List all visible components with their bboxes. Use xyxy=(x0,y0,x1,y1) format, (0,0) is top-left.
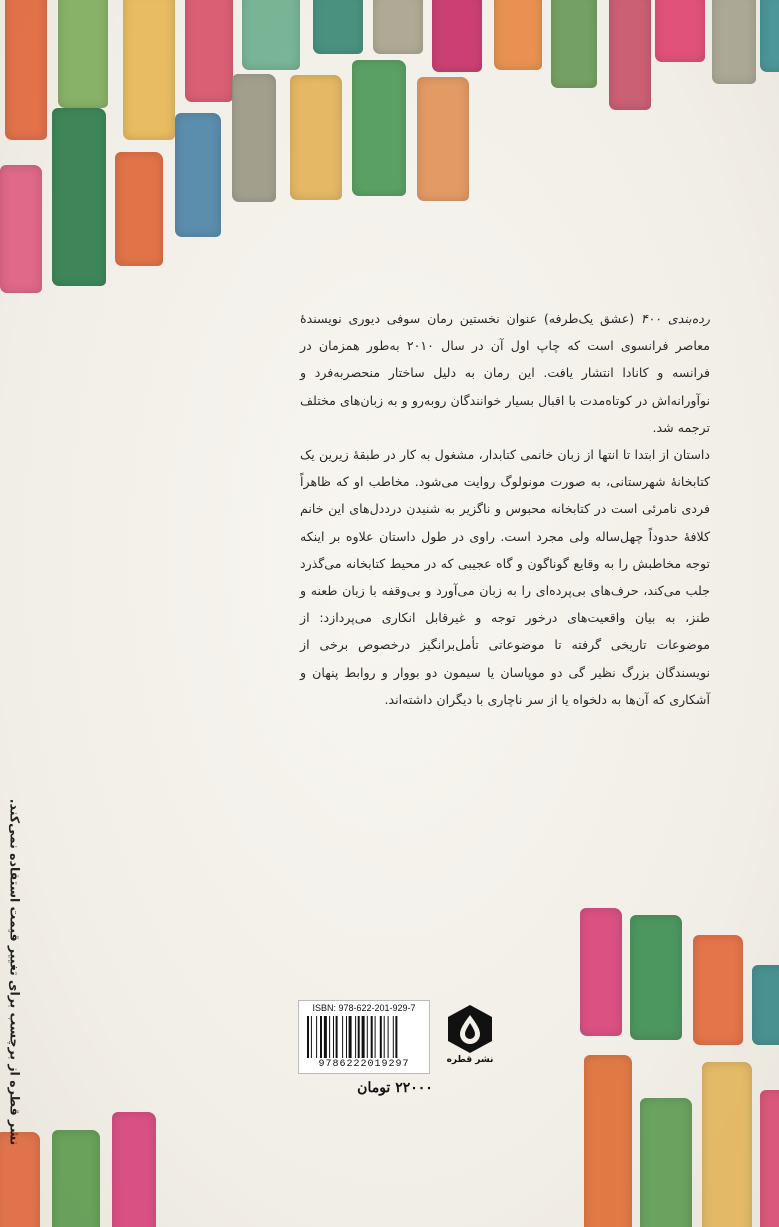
watercolor-swatch xyxy=(373,0,423,54)
watercolor-swatch xyxy=(584,1055,632,1227)
watercolor-swatch xyxy=(417,77,469,201)
blurb-paragraph-1-text: (عشق یک‌طرفه) عنوان نخستین رمان سوفی دیوری نویسندهٔ معاصر فرانسوی است که چاپ اول آن در سال ۲۰۱۰ به‌طور همزمان در فرانسه و کانادا انتشار یافت. این رمان به دلیل ساختار منحصربه‌فرد و نوآورانه‌اش در کوتاه‌مدت با اقبال بسیار خوانندگان روبه‌رو و به زبان‌های مختلف ترجمه شد. xyxy=(300,311,710,435)
barcode xyxy=(298,1000,430,1074)
price: ۲۲۰۰۰ تومان xyxy=(357,1080,433,1096)
back-cover-blurb xyxy=(300,305,710,713)
watercolor-swatch xyxy=(693,935,743,1045)
watercolor-swatch xyxy=(640,1098,692,1227)
watercolor-swatch xyxy=(112,1112,156,1227)
watercolor-swatch xyxy=(52,108,106,286)
drop-logo-icon xyxy=(440,1003,500,1055)
watercolor-swatch xyxy=(752,965,779,1045)
watercolor-swatch xyxy=(52,1130,100,1227)
watercolor-swatch xyxy=(290,75,342,200)
watercolor-swatch xyxy=(712,0,756,84)
watercolor-swatch xyxy=(630,915,682,1040)
watercolor-swatch xyxy=(760,1090,779,1227)
watercolor-swatch xyxy=(242,0,300,70)
watercolor-swatch xyxy=(432,0,482,72)
watercolor-swatch xyxy=(313,0,363,54)
blurb-lead: ردەبندی ۴۰۰ xyxy=(640,311,710,326)
barcode-number: 9786222019297 xyxy=(318,1059,410,1070)
publisher-logo-label: نشر قطره xyxy=(446,1055,494,1065)
watercolor-swatch xyxy=(5,0,47,140)
watercolor-swatch xyxy=(655,0,705,62)
isbn-text: ISBN: 978-622-201-929-7 xyxy=(312,1003,416,1013)
price-label-note-text: نشر قطره از برچسب برای تغییر قیمت استفاده نمی‌کند. xyxy=(7,798,23,1146)
watercolor-swatch xyxy=(760,0,779,72)
watercolor-swatch xyxy=(123,0,175,140)
watercolor-swatch xyxy=(494,0,542,70)
blurb-paragraph-2: داستان از ابتدا تا انتها از زبان خانمی کتابدار، مشغول به کار در طبقهٔ زیرین یک کتابخانهٔ شهرستانی، به صورت مونولوگ روایت می‌شود. مخاطب او که ظاهراً فردی نامرئی است در کتابخانه محبوس و ناگزیر به شنیدن درددل‌های این خانم کلافهٔ حدوداً چهل‌ساله ولی مجرد است. راوی در طول داستان علاوه بر اینکه توجه مخاطبش را به وقایع گوناگون و گاه عجیبی که در محیط کتابخانه می‌گذرد جلب می‌کند، حرف‌های بی‌پرده‌ای را به زبان می‌آورد و بی‌وقفه با زبان طعنه و طنز، به بیان واقعیت‌های درخور توجه و غیرقابل انکاری می‌پردازد: از موضوعات تاریخی گرفته تا موضوعاتی تأمل‌برانگیز درخصوص برخی از نویسندگان بزرگ نظیر گی دو موپاسان یا سیمون دو بووار و روابط پنهان و آشکاری که آن‌ها به دلخواه یا از سر ناچاری با دیگران داشته‌اند. xyxy=(300,447,710,707)
watercolor-swatch xyxy=(352,60,406,196)
watercolor-swatch xyxy=(58,0,108,108)
watercolor-swatch xyxy=(232,74,276,202)
watercolor-swatch xyxy=(702,1062,752,1227)
watercolor-swatch xyxy=(580,908,622,1036)
watercolor-swatch xyxy=(551,0,597,88)
barcode-bars xyxy=(307,1016,421,1058)
watercolor-swatch xyxy=(185,0,233,102)
watercolor-swatch xyxy=(609,0,651,110)
watercolor-swatch xyxy=(0,165,42,293)
price-label-note xyxy=(5,772,25,1172)
watercolor-swatch xyxy=(115,152,163,266)
watercolor-swatch xyxy=(175,113,221,237)
publisher-logo xyxy=(440,1003,500,1071)
blurb-paragraph-1 xyxy=(300,305,710,441)
